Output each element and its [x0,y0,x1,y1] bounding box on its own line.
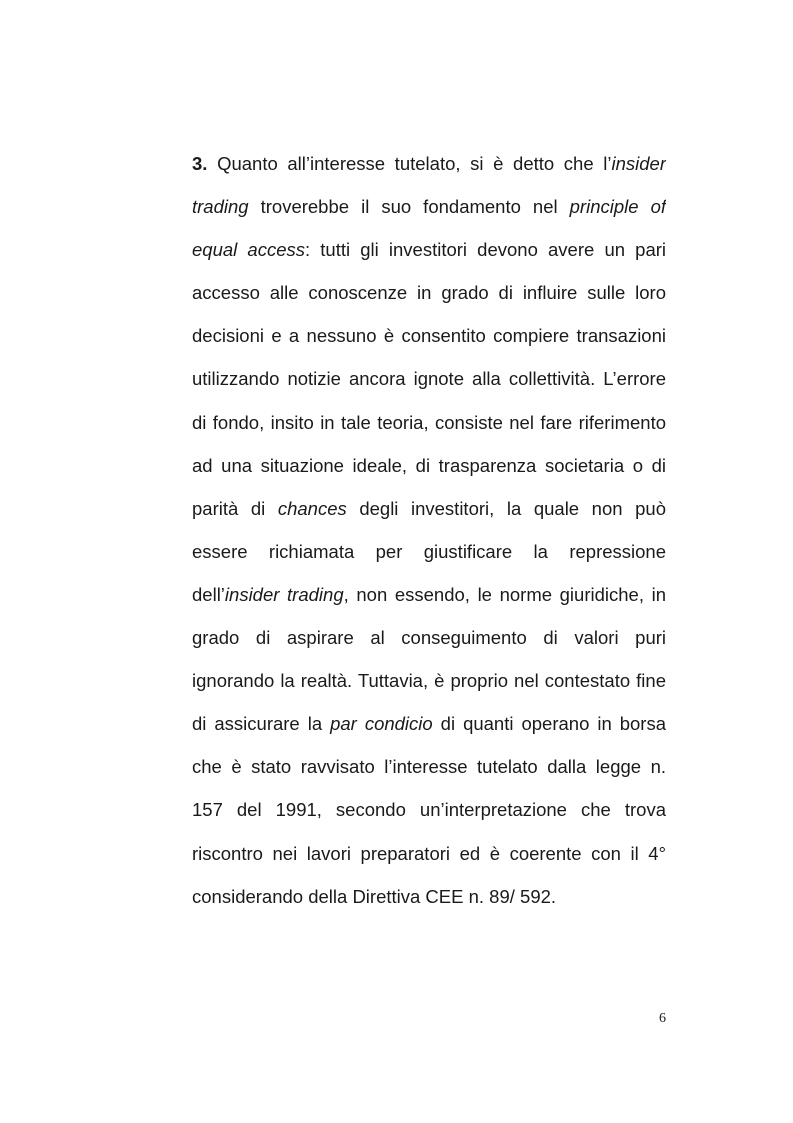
italic-term: par condicio [330,713,433,735]
text-line [192,271,666,314]
text-run: considerando della Direttiva CEE n. 89/ 592. [192,885,557,907]
italic-term: principle of [569,196,666,218]
text-run: decisioni e a nessuno è consentito compiere transazioni [192,325,666,347]
italic-term: equal access [192,239,305,261]
text-run: 157 del 1991, secondo un’interpretazione che trova [192,799,666,821]
italic-term: trading [192,196,249,218]
text-run: Quanto all’interesse tutelato, si è detto che l’ [207,153,612,174]
text-line [192,573,666,616]
text-run: troverebbe il suo fondamento nel [248,196,570,218]
italic-term: insider trading [224,583,344,605]
text-line [192,142,666,185]
section-number: 3. [192,153,208,174]
text-run: dell’ [192,583,225,605]
page-number: 6 [659,1011,666,1026]
text-run: , non essendo, le norme giuridiche, in [343,583,666,605]
text-line [192,702,666,745]
text-line [192,444,666,487]
text-line [192,530,666,573]
text-run: di fondo, insito in tale teoria, consiste nel fare riferimento [192,411,666,433]
text-line [192,788,666,831]
text-run: essere richiamata per giustificare la repressione [192,540,666,562]
text-run: ad una situazione ideale, di trasparenza societaria o di [192,454,666,476]
text-run: parità di [192,497,278,519]
text-line [192,487,666,530]
text-run: : tutti gli investitori devono avere un pari [305,239,666,261]
text-line [192,357,666,400]
text-line [192,314,666,357]
body-paragraph [192,142,666,918]
text-line [192,875,666,918]
italic-term: chances [277,497,347,519]
text-run: riscontro nei lavori preparatori ed è coerente con il 4° [192,842,666,864]
text-line [192,616,666,659]
text-line [192,185,666,228]
text-line [192,659,666,702]
text-line [192,832,666,875]
text-run: grado di aspirare al conseguimento di valori puri [192,627,666,649]
italic-term: insider [611,153,666,174]
text-run: accesso alle conoscenze in grado di influire sulle loro [192,282,666,304]
text-run: che è stato ravvisato l’interesse tutelato dalla legge n. [192,756,666,778]
text-run: ignorando la realtà. Tuttavia, è proprio nel contestato fine [192,670,666,692]
text-line [192,228,666,271]
text-run: degli investitori, la quale non può [346,497,666,519]
text-line [192,401,666,444]
text-run: di quanti operano in borsa [432,713,666,735]
text-line [192,745,666,788]
text-run: utilizzando notizie ancora ignote alla collettività. L’errore [192,368,666,390]
text-run: di assicurare la [192,713,331,735]
